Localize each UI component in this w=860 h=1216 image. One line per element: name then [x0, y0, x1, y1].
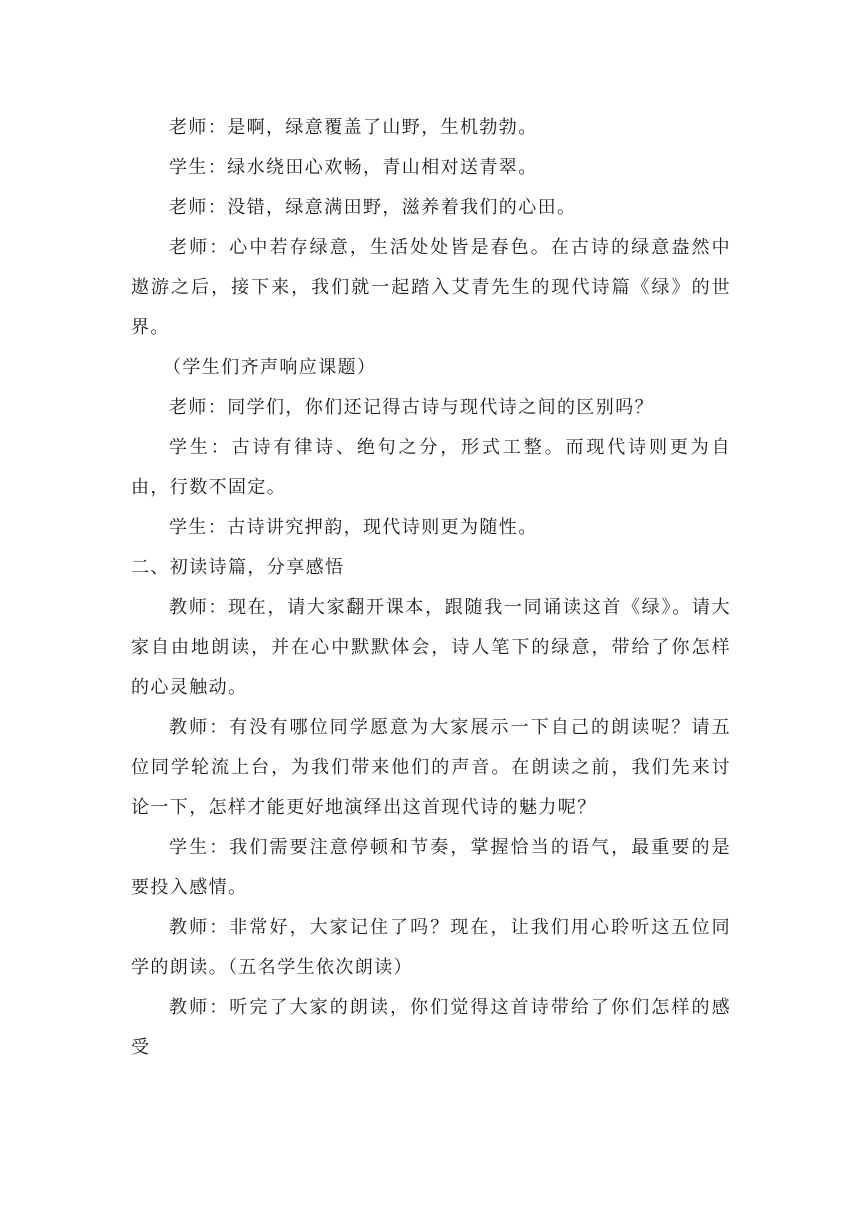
dialogue-paragraph: 教师：现在，请大家翻开课本，跟随我一同诵读这首《绿》。请大家自由地朗读，并在心中默默体会，诗人笔下的绿意，带给了你怎样的心灵触动。	[131, 597, 731, 698]
stage-direction: （学生们齐声响应课题）	[163, 357, 377, 378]
dialogue-paragraph: 学生：我们需要注意停顿和节奏，掌握恰当的语气，最重要的是要投入感情。	[131, 837, 731, 898]
dialogue-paragraph: 教师：有没有哪位同学愿意为大家展示一下自己的朗读呢？请五位同学轮流上台，为我们带来他们的声音。在朗读之前，我们先来讨论一下，怎样才能更好地演绎出这首现代诗的魅力呢？	[131, 717, 731, 818]
dialogue-paragraph: 老师：没错，绿意满田野，滋养着我们的心田。	[169, 197, 577, 218]
dialogue-paragraph: 学生：古诗讲究押韵，现代诗则更为随性。	[169, 517, 538, 538]
document-body	[131, 108, 731, 1068]
dialogue-paragraph: 教师：非常好，大家记住了吗？现在，让我们用心聆听这五位同学的朗读。（五名学生依次朗读）	[131, 917, 731, 978]
dialogue-paragraph: 老师：心中若存绿意，生活处处皆是春色。在古诗的绿意盎然中遨游之后，接下来，我们就一起踏入艾青先生的现代诗篇《绿》的世界。	[131, 237, 731, 338]
dialogue-paragraph: 学生：古诗有律诗、绝句之分，形式工整。而现代诗则更为自由，行数不固定。	[131, 437, 731, 498]
dialogue-paragraph: 老师：是啊，绿意覆盖了山野，生机勃勃。	[169, 117, 538, 138]
dialogue-paragraph: 教师：听完了大家的朗读，你们觉得这首诗带给了你们怎样的感受	[131, 997, 731, 1058]
dialogue-paragraph: 学生：绿水绕田心欢畅，青山相对送青翠。	[169, 157, 538, 178]
section-heading: 二、初读诗篇，分享感悟	[131, 557, 345, 578]
dialogue-paragraph: 老师：同学们，你们还记得古诗与现代诗之间的区别吗？	[169, 397, 654, 418]
